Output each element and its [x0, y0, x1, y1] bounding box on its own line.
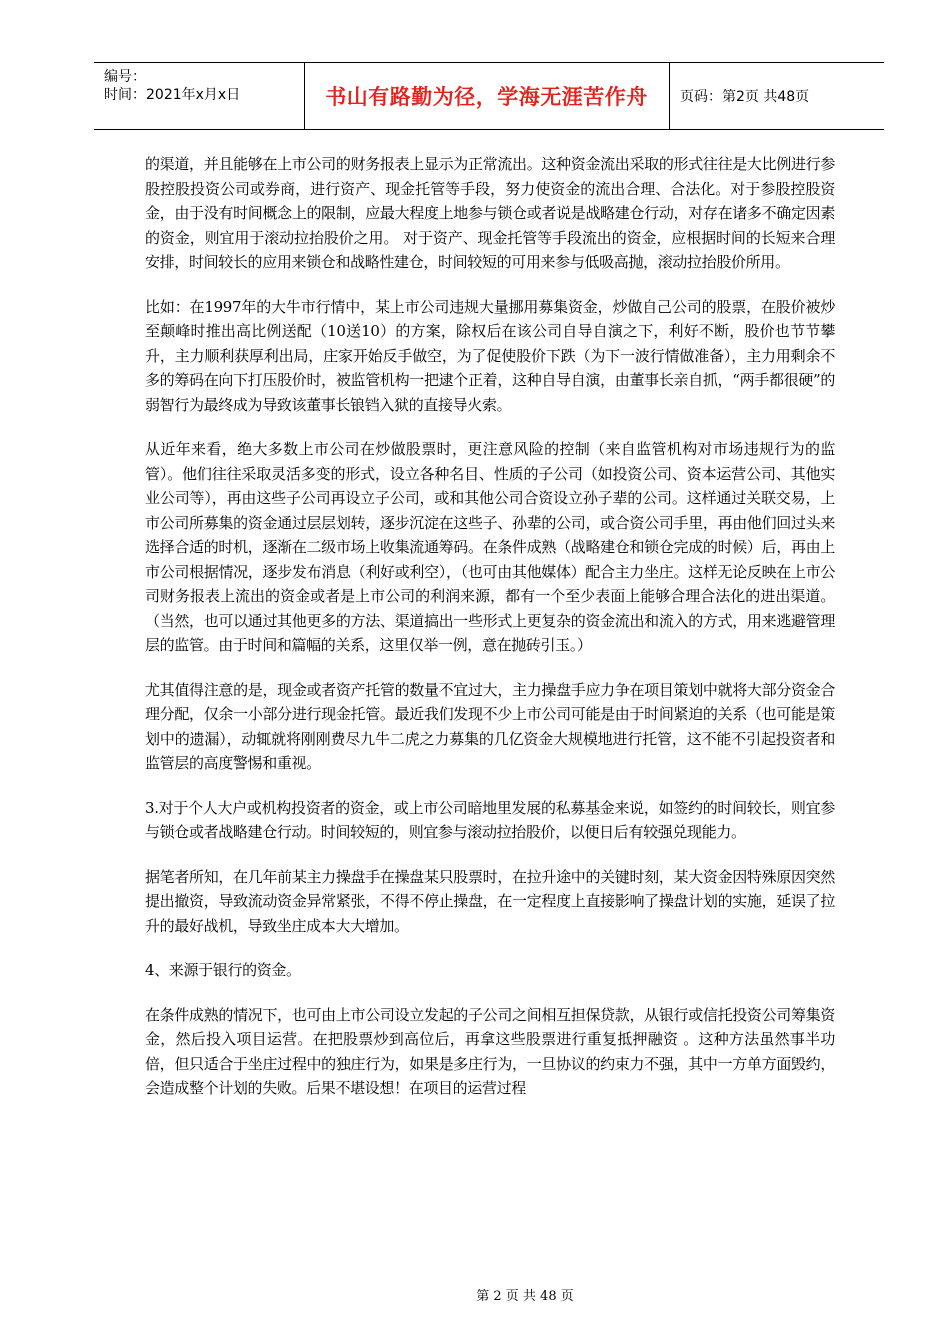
page-header — [94, 62, 884, 130]
header-page-number: 页码：第2页 共48页 — [680, 89, 810, 105]
body-paragraph: 比如：在1997年的大牛市行情中，某上市公司违规大量挪用募集资金，炒做自己公司的股票，在股价被炒至颠峰时推出高比例送配（10送10）的方案，除权后在该公司自导自演之下，利好不断，股价也节节攀升，主力顺利获厚利出局，庄家开始反手做空，为了促使股价下跌（为下一波行情做准备），主力用剩余不多的筹码在向下打压股价时，被监管机构一把逮个正着，这种自导自演，由董事长亲自抓，“两手都很硬”的弱智行为最终成为导致该董事长锒铛入狱的直接导火索。 — [145, 297, 835, 414]
document-time-label: 时间：2021年x月x日 — [104, 87, 241, 103]
document-number-label: 编号： — [104, 69, 146, 85]
header-motto: 书山有路勤为径，学海无涯苦作舟 — [325, 85, 648, 109]
body-paragraph: 据笔者所知，在几年前某主力操盘手在操盘某只股票时，在拉升途中的关键时刻，某大资金因特殊原因突然提出撤资，导致流动资金异常紧张，不得不停止操盘，在一定程度上直接影响了操盘计划的实施，延误了拉升的最好战机，导致坐庄成本大大增加。 — [145, 867, 835, 935]
document-body — [145, 152, 835, 1121]
body-paragraph: 从近年来看，绝大多数上市公司在炒做股票时，更注意风险的控制（来自监管机构对市场违规行为的监管）。他们往往采取灵活多变的形式，设立各种名目、性质的子公司（如投资公司、资本运营公司、其他实业公司等），再由这些子公司再设立子公司，或和其他公司合资设立孙子辈的公司。这样通过关联交易，上市公司所募集的资金通过层层划转，逐步沉淀在这些子、孙辈的公司，或合资公司手里，再由他们回过头来选择合适的时机，逐渐在二级市场上收集流通筹码。在条件成熟（战略建仓和锁仓完成的时候）后，再由上市公司根据情况，逐步发布消息（利好或利空），（也可由其他媒体）配合主力坐庄。这样无论反映在上市公司财务报表上流出的资金或者是上市公司的利润来源，都有一个至少表面上能够合理合法化的进出渠道。（当然，也可以通过其他更多的方法、渠道搞出一些形式上更复杂的资金流出和流入的方式，用来逃避管理层的监管。由于时间和篇幅的关系，这里仅举一例，意在抛砖引玉。） — [145, 440, 835, 654]
header-meta — [104, 68, 309, 104]
section-heading: 4、来源于银行的资金。 — [145, 961, 301, 979]
header-divider — [669, 63, 670, 129]
body-paragraph: 3.对于个人大户或机构投资者的资金，或上市公司暗地里发展的私募基金来说，如签约的时间较长，则宜参与锁仓或者战略建仓行动。时间较短的，则宜参与滚动拉抬股价，以便日后有较强兑现能力。 — [145, 798, 835, 841]
page-footer: 第 2 页 共 48 页 — [476, 1289, 574, 1304]
body-paragraph: 尤其值得注意的是，现金或者资产托管的数量不宜过大，主力操盘手应力争在项目策划中就将大部分资金合理分配，仅余一小部分进行现金托管。最近我们发现不少上市公司可能是由于时间紧迫的关系（也可能是策划中的遗漏），动辄就将刚刚费尽九牛二虎之力募集的几亿资金大规模地进行托管，这不能不引起投资者和监管层的高度警惕和重视。 — [145, 680, 835, 772]
body-paragraph: 在条件成熟的情况下，也可由上市公司设立发起的子公司之间相互担保贷款，从银行或信托投资公司筹集资金，然后投入项目运营。在把股票炒到高位后，再拿这些股票进行重复抵押融资 。这种方法虽然事半功倍，但只适合于坐庄过程中的独庄行为，如果是多庄行为，一旦协议的约束力不强，其中一方单方面毁约，会造成整个计划的失败。后果不堪设想！在项目的运营过程 — [145, 1005, 835, 1097]
body-paragraph: 的渠道，并且能够在上市公司的财务报表上显示为正常流出。这种资金流出采取的形式往往是大比例进行参股控股投资公司或券商，进行资产、现金托管等手段，努力使资金的流出合理、合法化。对于参股控股资金，由于没有时间概念上的限制，应最大程度上地参与锁仓或者说是战略建仓行动，对存在诸多不确定因素的资金，则宜用于滚动拉抬股价之用。 对于资产、现金托管等手段流出的资金，应根据时间的长短来合理安排，时间较长的应用来锁仓和战略性建仓，时间较短的可用来参与低吸高抛，滚动拉抬股价所用。 — [145, 155, 835, 271]
